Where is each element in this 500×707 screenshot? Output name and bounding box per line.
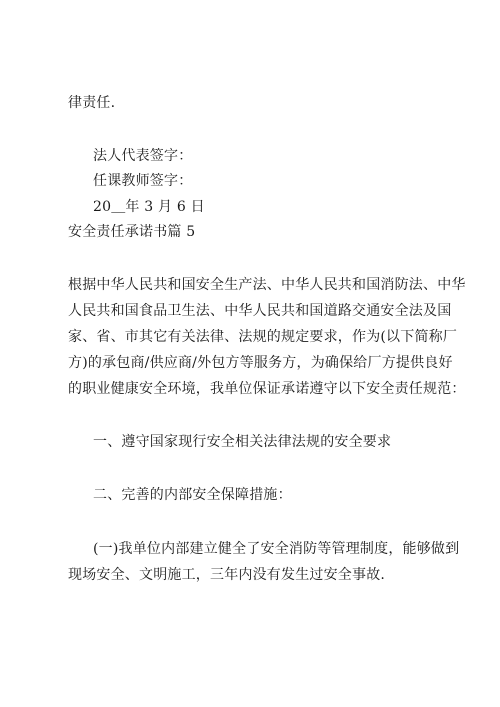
subclause-line: 现场安全、文明施工，三年内没有发生过安全事故.	[68, 567, 386, 583]
date-line: 20＿年 3 月 6 日	[93, 199, 205, 215]
clause-two: 二、完善的内部安全保障措施：	[93, 487, 292, 503]
legal-representative-signature-label: 法人代表签字：	[93, 148, 193, 164]
paragraph-line: 根据中华人民共和国安全生产法、中华人民共和国消防法、中华	[68, 277, 466, 293]
teacher-signature-label: 任课教师签字：	[93, 173, 193, 189]
liability-line-end: 律责任.	[68, 95, 116, 111]
subclause-line: (一)我单位内部建立健全了安全消防等管理制度，能够做到	[93, 541, 460, 557]
clause-one: 一、遵守国家现行安全相关法律法规的安全要求	[93, 434, 392, 450]
paragraph-line: 人民共和国食品卫生法、中华人民共和国道路交通安全法及国	[68, 303, 452, 319]
section-title: 安全责任承诺书篇 5	[68, 224, 196, 240]
paragraph-line: 家、省、市其它有关法律、法规的规定要求，作为(以下简称厂	[68, 329, 458, 345]
paragraph-line: 的职业健康安全环境，我单位保证承诺遵守以下安全责任规范：	[68, 381, 466, 397]
paragraph-line: 方)的承包商/供应商/外包方等服务方，为确保给厂方提供良好	[68, 355, 453, 371]
